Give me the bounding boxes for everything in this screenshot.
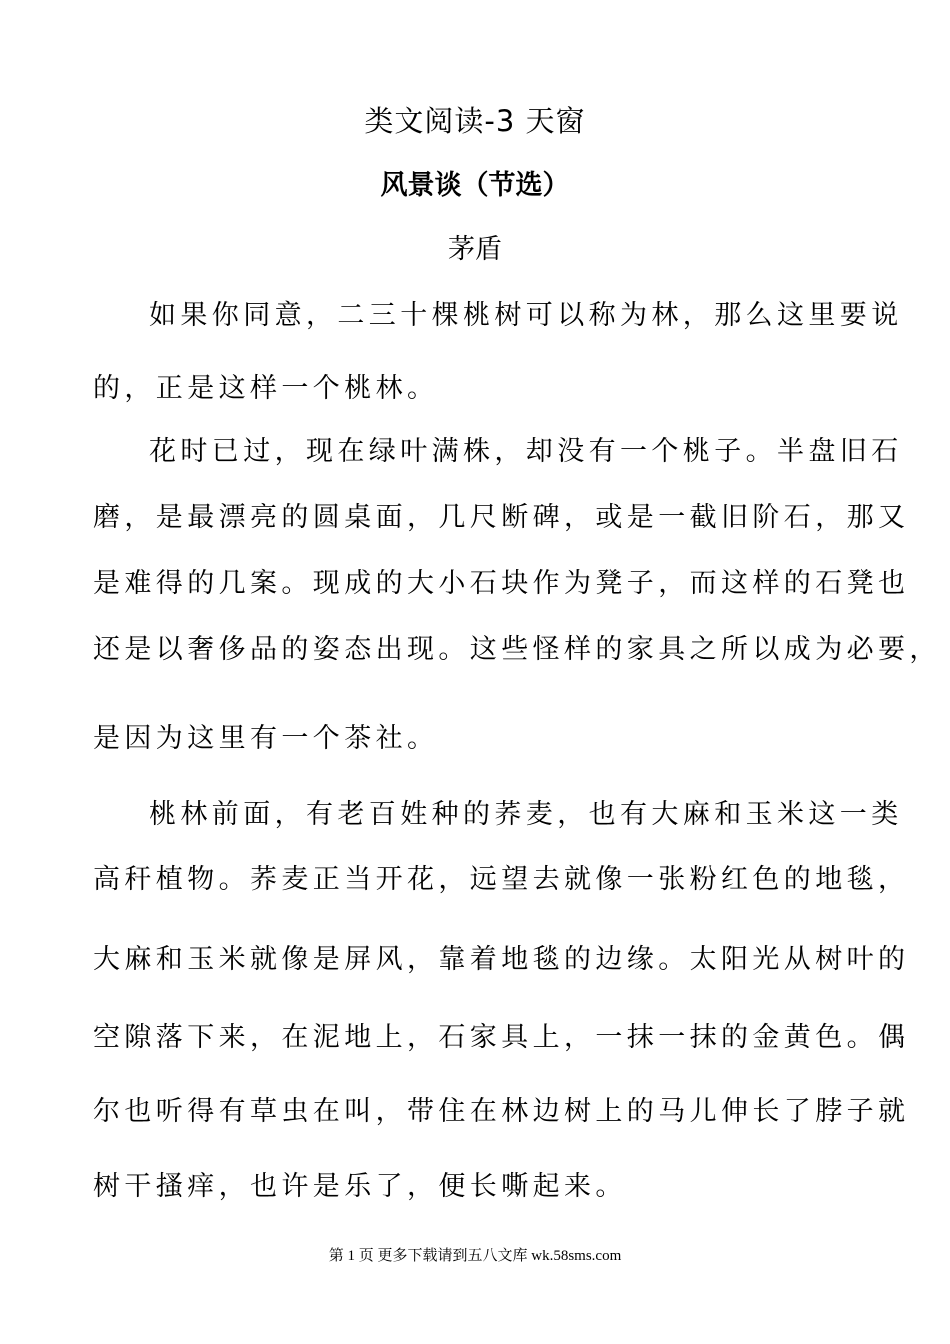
paragraph-3-line-1: 桃林前面，有老百姓种的荞麦，也有大麻和玉米这一类 xyxy=(149,799,903,830)
paragraph-1-line-1: 如果你同意，二三十棵桃树可以称为林，那么这里要说 xyxy=(149,300,903,331)
paragraph-2-line-1: 花时已过，现在绿叶满株，却没有一个桃子。半盘旧石 xyxy=(149,436,903,467)
paragraph-3-line-4: 空隙落下来，在泥地上，石家具上，一抹一抹的金黄色。偶 xyxy=(93,1022,910,1053)
article-title: 风景谈（节选） xyxy=(380,170,570,201)
paragraph-2-line-5: 是因为这里有一个茶社。 xyxy=(93,723,439,754)
page-footer: 第 1 页 更多下载请到五八文库 wk.58sms.com xyxy=(328,1248,622,1264)
paragraph-2-line-4: 还是以奢侈品的姿态出现。这些怪样的家具之所以成为必要， xyxy=(93,634,941,665)
paragraph-3-line-2: 高秆植物。荞麦正当开花，远望去就像一张粉红色的地毯， xyxy=(93,864,910,895)
page-title: 类文阅读-3 天窗 xyxy=(364,104,586,138)
paragraph-2-line-3: 是难得的几案。现成的大小石块作为凳子，而这样的石凳也 xyxy=(93,568,910,599)
paragraph-1-line-2: 的，正是这样一个桃林。 xyxy=(93,373,439,404)
paragraph-3-line-3: 大麻和玉米就像是屏风，靠着地毯的边缘。太阳光从树叶的 xyxy=(93,944,910,975)
paragraph-3-line-5: 尔也听得有草虫在叫，带住在林边树上的马儿伸长了脖子就 xyxy=(93,1096,910,1127)
paragraph-2-line-2: 磨，是最漂亮的圆桌面，几尺断碑，或是一截旧阶石，那又 xyxy=(93,502,910,533)
paragraph-3-line-6: 树干搔痒，也许是乐了，便长嘶起来。 xyxy=(93,1171,627,1202)
author-name: 茅盾 xyxy=(448,234,502,265)
